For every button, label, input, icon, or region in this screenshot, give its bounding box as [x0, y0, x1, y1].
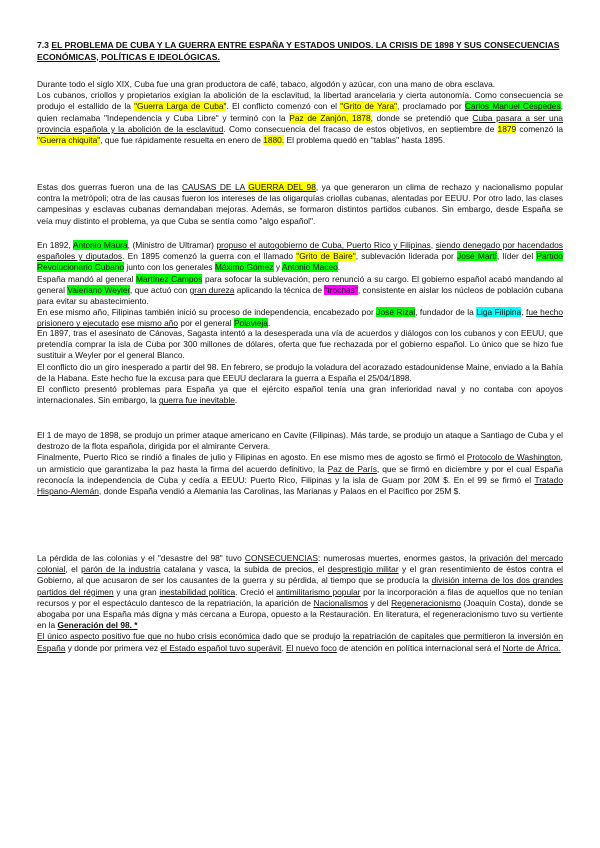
text-span: por la incorporación a filas de aquellos que no tenían recursos y por el espectáculo dantesco de la repatriación, la aparición de [37, 586, 563, 608]
text-span: , donde se pretendió que [370, 112, 473, 123]
text-line [37, 79, 563, 90]
text-span: comenzó la [516, 123, 564, 134]
underline-inevitable: guerra fue inevitable [158, 395, 235, 406]
underline-nuevo-foco: El nuevo foco [286, 642, 337, 653]
text-span: junto con los generales [124, 262, 215, 273]
text-span: , quien reclamaba "Independencia y Cuba Libre" y terminó con la [37, 101, 563, 123]
text-span: catalana y vasca, la subida de precios, el [160, 564, 328, 575]
text-line [37, 328, 563, 362]
text-span: El conflicto dio un giro inesperado a partir del 98. En febrero, se produjo la voladura del acorazado estadounidense Maine, enviado a la Bahía de la Habana. Este hecho fue la excusa para que EEUU declarara la guerra a España el 25/04/1898. [37, 361, 563, 383]
underline-antimilitarismo: antimilitarismo popular [276, 586, 361, 597]
text-span: . [234, 395, 238, 406]
text-span: , un armisticio que garantizaba la paz hasta la firma del acuerdo definitivo, la [37, 452, 563, 474]
highlight-guerra-larga: "Guerra Larga de Cuba" [134, 101, 227, 112]
text-span: Estas dos guerras fueron una de las [37, 182, 182, 192]
underline-regeneracionismo: Regeneracionismo [391, 597, 461, 608]
paragraph-1897-1898 [37, 328, 563, 406]
text-span: España mandó al general [37, 273, 136, 284]
underline-privacion-mercado: privación del mercado colonial [37, 553, 563, 575]
highlight-guerra-del-98: GUERRA DEL 98 [248, 182, 316, 192]
highlight-1880: 1880. [263, 135, 285, 146]
underline-protocolo-washington: Protocolo de Washington [466, 452, 561, 463]
highlight-grito-de-baire: "Grito de Baire" [296, 251, 356, 262]
text-line [37, 430, 563, 452]
underline-consecuencias: CONSECUENCIAS [244, 553, 318, 563]
highlight-martinez-campos: Martínez Campos [135, 273, 203, 284]
text-span: y del [367, 597, 392, 608]
highlight-paz-zanjon: Paz de Zanjón, 1878 [289, 112, 371, 123]
text-span: y el gran resentimiento de éstos contra el Gobierno, al que acusaron de ser los causantes de la guerra y su pérdida, al tiempo que se producía la [37, 564, 563, 586]
text-span: . [337, 262, 341, 273]
underline-tratado-hispano-aleman: Tratado Hispano-Alemán [37, 474, 563, 497]
text-span: , (Ministro de Ultramar) [127, 240, 217, 250]
text-span: . El conflicto comenzó con el [226, 101, 341, 112]
text-span: . [267, 318, 271, 329]
text-span: , que actuó con [129, 284, 190, 295]
highlight-polavieja: Polavieja [233, 318, 268, 329]
underline-division-interna: división interna de los dos grandes partidos del régimen [37, 575, 563, 597]
text-span: , ya que generaron un clima de rechazo y nacionalismo popular contra la metrópoli; otra de las causas fueron los intereses de las oligarquías criollas cubanas, alentadas por EEUU. Por otro lado, las clases campesinas y esclavas cubanas demandaban mejoras. Además, se formaron distintos partidos cubanos. Sin embargo, desde España se veía muy distinto el problema, ya que Cuba se sentía como "algo español". [37, 182, 563, 226]
text-span: , el [65, 564, 82, 575]
text-span: . [281, 642, 287, 653]
underline-causas: CAUSAS DE LA [181, 182, 249, 192]
underline-repatriacion: la repatriación de capitales que permitieron la inversión en España [37, 631, 563, 653]
underline-autogobierno: propuso el autogobierno de Cuba, Puerto Rico y Filipinas [216, 240, 431, 250]
text-span: En 1892, [37, 240, 73, 250]
underline-nacionalismos: Nacionalismos [313, 597, 368, 608]
text-span: y [273, 262, 282, 273]
paragraph-war-and-treaties [37, 430, 563, 497]
highlight-maceo: Antonio Maceo [281, 262, 338, 273]
highlight-1879: 1879 [497, 123, 517, 134]
text-span: En 1897, tras el asesinato de Cánovas, Sagasta intentó a la desesperada una vía de acuerdos y diálogos con los cubanos y con EEUU, que pretendía comprar la isla de Cuba por 300 millones de dólares, oferta que fue rechazada por el gobierno español. Lo único que se hizo fue sustituir a Weyler por el general Blanco. [37, 328, 563, 361]
text-span: de atención en política internacional será el [336, 642, 503, 653]
underline-paz-paris: Paz de París [327, 463, 377, 474]
text-span: aplicando la técnica de [234, 284, 325, 295]
text-span: El conflicto presentó problemas para España ya que el ejército español tenía una gran inferioridad naval y no contaba con apoyos internacionales. Sin embargo, la [37, 384, 563, 406]
text-span: En ese mismo año, Filipinas también inició su proceso de independencia, encabezado por [37, 307, 377, 318]
section-heading [37, 40, 563, 63]
paragraph-1892-1895 [37, 240, 563, 330]
text-line [37, 362, 563, 384]
underline-superavit: el Estado español tuvo superávit [160, 642, 282, 653]
text-span: , [430, 240, 436, 250]
highlight-weyler: Valeriano Weyler [67, 284, 130, 295]
text-span: Durante todo el siglo XIX, Cuba fue una gran productora de café, tabaco, algodón y azúcar, con una mano de obra esclava. [37, 79, 496, 89]
text-span: y una gran [113, 586, 160, 597]
underline-provincia: Cuba pasara a ser una provincia española y la abolición de la esclavitud [37, 112, 564, 134]
text-span: Finalmente, Puerto Rico se rindió a finales de julio y Filipinas en agosto. En ese mismo mes de agosto se firmó el [37, 452, 467, 463]
highlight-partido-revolucionario: Partido Revolucionario Cubano [37, 251, 563, 273]
text-line [37, 274, 563, 308]
text-line [37, 307, 563, 329]
paragraph-causas [37, 182, 563, 227]
text-line [37, 631, 563, 653]
text-span: , donde España vendió a Alemania las Carolinas, las Marianas y Palaos en el Pacífico por 25M $. [98, 486, 461, 497]
section-title: EL PROBLEMA DE CUBA Y LA GUERRA ENTRE ESPAÑA Y ESTADOS UNIDOS. LA CRISIS DE 1898 Y SUS CONSECUENCIAS ECONÓMICAS, POLÍTICAS E IDEOLÓGICAS. [37, 40, 560, 62]
text-span: . En 1895 comenzó la guerra con el llamado [122, 251, 297, 262]
text-line [37, 384, 563, 406]
highlight-liga-filipina: Liga Filipina [476, 307, 522, 318]
text-span: dado que se produjo [260, 631, 344, 642]
highlight-trochas: "trochas" [324, 284, 358, 295]
text-span: , consistente en aislar los núcleos de población cubana para evitar su abastecimiento. [37, 284, 563, 307]
underline-dureza: gran dureza [189, 284, 235, 295]
highlight-maura: Antonio Maura [72, 240, 128, 250]
text-span: La pérdida de las colonias y el "desastre del 98" tuvo [37, 553, 245, 563]
section-number: 7.3 [37, 40, 52, 50]
text-line [37, 182, 563, 227]
text-span: El 1 de mayo de 1898, se produjo un primer ataque americano en Cavite (Filipinas). Más tarde, se produjo un ataque a Santiago de Cuba y el destrozo de la flota española, dirigida por el almirante Cervera. [37, 430, 563, 452]
text-span: . Creció el [235, 586, 277, 597]
highlight-grito-de-yara: "Grito de Yara" [340, 101, 398, 112]
underline-paron-industria: parón de la industria [81, 564, 161, 575]
paragraph-consecuencias [37, 553, 563, 654]
text-span: , líder del [496, 251, 537, 262]
highlight-guerra-chiquita: "Guerra chiquita" [37, 135, 101, 146]
highlight-gomez: Máximo Gómez [214, 262, 274, 273]
underline-inestabilidad: inestabilidad política [159, 586, 236, 597]
underline-norte-africa: Norte de África. [502, 642, 561, 653]
text-span: para sofocar la sublevación, pero renunció a su cargo. El gobierno español acabó mandando al general [37, 273, 563, 295]
underline-aspecto-positivo: El único aspecto positivo fue que no hubo crisis económica [37, 631, 261, 642]
text-span: , [521, 307, 527, 318]
text-line [37, 553, 563, 631]
underline-generacion-98: Generación del 98. * [57, 620, 138, 631]
text-span: y donde por primera vez [65, 642, 161, 653]
text-span: (Joaquín Costa), donde se abogaba por una España más digna y más cercana a Europa, opuesto a la Restauración. En literatura, el regeneracionismo tuvo su vertiente en la [37, 597, 563, 631]
text-span: El problema quedó en "tablas" hasta 1895. [284, 135, 446, 146]
text-span: : numerosas muertes, enormes gastos, la [317, 553, 480, 563]
underline-ejecutado: fue hecho prisionero y ejecutado [37, 307, 563, 329]
paragraph-cuba-wars [37, 79, 563, 146]
text-span: , proclamado por [397, 101, 465, 112]
highlight-marti: José Martí [457, 251, 497, 262]
underline-denegado: siendo denegado por hacendados españoles y diputados [37, 240, 563, 262]
text-span: , que se firmó en diciembre y por el cual España reconocía la independencia de Cuba y cedía a EEUU: Puerto Rico, Filipinas y la isla de Guam por 20M $. En el 99 se firmó el [37, 463, 563, 485]
text-span: Los cubanos, criollos y propietarios exigían la abolición de la esclavitud, la libertad arancelaria y cierta autonomía. Como consecuencia se produjo el estallido de la [37, 90, 563, 112]
underline-mismo-ano: ese mismo año [121, 318, 179, 329]
text-span: , fundador de la [415, 307, 477, 318]
text-line [37, 90, 563, 146]
text-span: , sublevación liderada por [355, 251, 457, 262]
underline-desprestigio: desprestigio militar [327, 564, 399, 575]
text-span: , que fue rápidamente resuelta en enero de [100, 135, 264, 146]
text-span: por el general [178, 318, 234, 329]
text-line [37, 240, 563, 274]
highlight-cespedes: Carlos Manuel Céspedes [464, 101, 561, 112]
highlight-rizal: José Rizal [376, 307, 416, 318]
text-line [37, 452, 563, 497]
text-span: . Como consecuencia del fracaso de estos objetivos, en septiembre de [223, 123, 498, 134]
